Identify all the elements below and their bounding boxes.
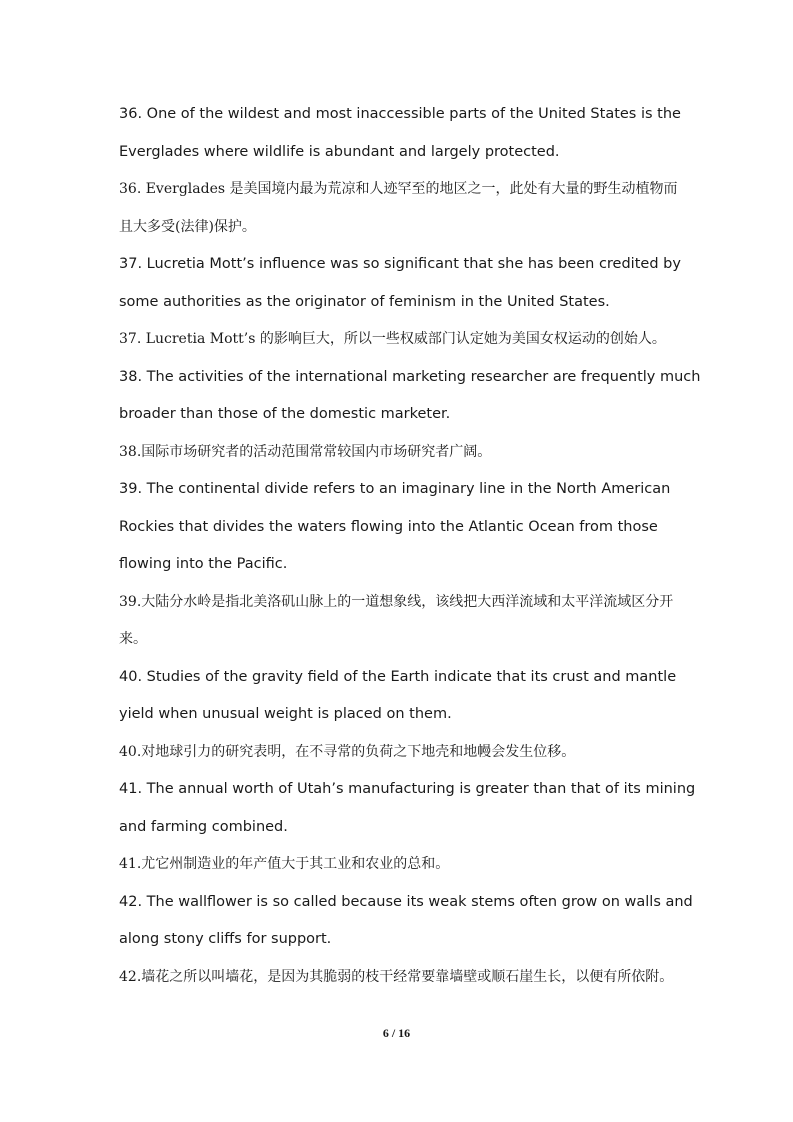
text-line: along stony cliffs for support. — [119, 931, 332, 947]
document-body — [119, 96, 701, 996]
page-number: 6 / 16 — [382, 1026, 411, 1040]
text-line: 41.尤它州制造业的年产值大于其工业和农业的总和。 — [119, 856, 450, 872]
text-line: 38. The activities of the international marketing researcher are frequently much — [119, 368, 701, 385]
text-line: 40.对地球引力的研究表明，在不寻常的负荷之下地壳和地幔会发生位移。 — [119, 743, 576, 760]
text-line: 39.大陆分水岭是指北美洛矶山脉上的一道想象线，该线把大西洋流域和太平洋流域区分开 — [119, 593, 674, 610]
text-line: Everglades where wildlife is abundant and largely protected. — [119, 143, 560, 160]
text-line: Rockies that divides the waters flowing into the Atlantic Ocean from those — [119, 518, 658, 535]
text-line: 38.国际市场研究者的活动范围常常较国内市场研究者广阔。 — [119, 443, 492, 460]
text-line: 37. Lucretia Mott’s influence was so significant that she has been credited by — [119, 256, 681, 272]
text-line: some authorities as the originator of feminism in the United States. — [119, 293, 610, 310]
text-line: 41. The annual worth of Utah’s manufacturing is greater than that of its mining — [119, 781, 696, 797]
text-line: 40. Studies of the gravity field of the Earth indicate that its crust and mantle — [119, 668, 677, 685]
text-line: 且大多受(法律)保护。 — [119, 218, 256, 235]
text-line: 39. The continental divide refers to an imaginary line in the North American — [119, 481, 671, 497]
text-line: and farming combined. — [119, 818, 288, 835]
text-line: 42.墙花之所以叫墙花，是因为其脆弱的枝干经常要靠墙壁或顺石崖生长，以便有所依附。 — [119, 968, 674, 985]
text-line: 36. One of the wildest and most inaccessible parts of the United States is the — [119, 106, 681, 122]
text-line: flowing into the Pacific. — [119, 556, 288, 572]
text-line: 36. Everglades 是美国境内最为荒凉和人迹罕至的地区之一，此处有大量的野生动植物而 — [119, 181, 678, 197]
text-line: 来。 — [119, 631, 147, 647]
text-line: broader than those of the domestic marketer. — [119, 406, 451, 422]
text-line: 37. Lucretia Mott’s 的影响巨大，所以一些权威部门认定她为美国女权运动的创始人。 — [119, 331, 666, 347]
text-line: yield when unusual weight is placed on them. — [119, 706, 452, 722]
text-line: 42. The wallflower is so called because its weak stems often grow on walls and — [119, 893, 693, 910]
